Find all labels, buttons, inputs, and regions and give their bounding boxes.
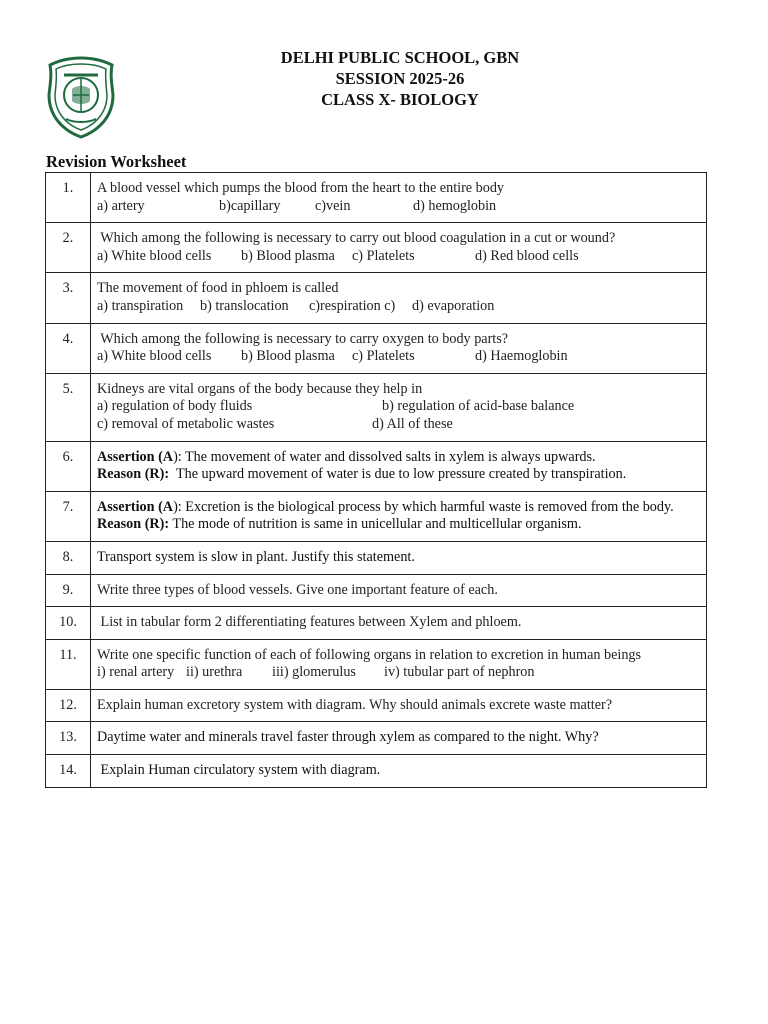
option: c)vein — [315, 197, 351, 214]
question-number: 2. — [46, 223, 91, 273]
option: ii) urethra — [186, 664, 243, 681]
question-cell — [91, 323, 707, 373]
option: iv) tubular part of nephron — [384, 664, 535, 681]
reason-label: Reason (R): — [97, 516, 170, 533]
option: a) artery — [97, 197, 145, 214]
table-row — [46, 441, 707, 491]
reason-label: Reason (R): — [97, 466, 170, 483]
assertion-line — [97, 449, 700, 467]
table-row — [46, 722, 707, 755]
option: b)capillary — [219, 197, 281, 214]
question-text: Transport system is slow in plant. Justify this statement. — [91, 541, 707, 574]
question-number: 8. — [46, 541, 91, 574]
option: d) evaporation — [412, 297, 495, 314]
question-options — [97, 664, 700, 682]
worksheet-title: Revision Worksheet — [46, 152, 187, 171]
option: a) White blood cells — [97, 348, 212, 365]
assertion-label: Assertion (A — [97, 498, 174, 515]
question-number: 14. — [46, 755, 91, 788]
table-row — [46, 173, 707, 223]
option: i) renal artery — [97, 664, 175, 681]
option: c) removal of metabolic wastes — [97, 415, 275, 432]
document-header — [200, 47, 600, 110]
table-row — [46, 323, 707, 373]
question-cell — [91, 441, 707, 491]
question-cell — [91, 173, 707, 223]
question-text: Daytime water and minerals travel faster through xylem as compared to the night. Why? — [91, 722, 707, 755]
assertion-text: ): The movement of water and dissolved salts in xylem is always upwards. — [173, 448, 596, 465]
question-options — [97, 298, 700, 316]
question-cell — [91, 373, 707, 441]
school-crest-logo — [46, 55, 116, 139]
option: b) Blood plasma — [241, 247, 335, 264]
question-number: 4. — [46, 323, 91, 373]
table-row — [46, 755, 707, 788]
option: a) White blood cells — [97, 247, 212, 264]
question-text: Which among the following is necessary to carry out blood coagulation in a cut or wound? — [97, 230, 616, 247]
option: d) Red blood cells — [475, 247, 579, 264]
option: d) hemoglobin — [413, 197, 497, 214]
question-text: Explain Human circulatory system with diagram. — [91, 755, 707, 788]
question-cell — [91, 491, 707, 541]
assertion-label: Assertion (A — [97, 448, 174, 465]
option: b) regulation of acid-base balance — [382, 398, 575, 415]
table-row — [46, 491, 707, 541]
question-text: Kidneys are vital organs of the body because they help in — [97, 380, 423, 397]
question-number: 10. — [46, 607, 91, 640]
option: c) Platelets — [352, 348, 415, 365]
class-subject-label: CLASS X- BIOLOGY — [321, 90, 479, 109]
question-options — [97, 416, 700, 434]
question-number: 13. — [46, 722, 91, 755]
question-cell — [91, 223, 707, 273]
school-name: DELHI PUBLIC SCHOOL, GBN — [280, 48, 520, 67]
table-row — [46, 639, 707, 689]
assertion-line — [97, 499, 700, 517]
option: d) Haemoglobin — [475, 348, 568, 365]
question-cell — [91, 273, 707, 323]
table-row — [46, 607, 707, 640]
table-row — [46, 223, 707, 273]
option: c)respiration c) — [309, 297, 396, 314]
question-cell — [91, 639, 707, 689]
option: d) All of these — [372, 415, 453, 432]
option: a) regulation of body fluids — [97, 398, 253, 415]
question-number: 3. — [46, 273, 91, 323]
question-text: A blood vessel which pumps the blood from the heart to the entire body — [97, 180, 505, 196]
option: b) Blood plasma — [241, 348, 335, 365]
question-number: 7. — [46, 491, 91, 541]
question-options — [97, 398, 700, 416]
question-text: Which among the following is necessary to carry oxygen to body parts? — [97, 330, 509, 347]
reason-line — [97, 466, 700, 484]
table-row — [46, 541, 707, 574]
question-number: 11. — [46, 639, 91, 689]
question-options — [97, 198, 700, 216]
question-text: Write three types of blood vessels. Give one important feature of each. — [91, 574, 707, 607]
reason-text: The mode of nutrition is same in unicellular and multicellular organism. — [169, 516, 582, 533]
questions-table — [45, 172, 707, 788]
assertion-text: ): Excretion is the biological process by which harmful waste is removed from the body. — [173, 498, 674, 515]
question-number: 5. — [46, 373, 91, 441]
question-options — [97, 248, 700, 266]
question-options — [97, 348, 700, 366]
table-row — [46, 574, 707, 607]
question-number: 1. — [46, 173, 91, 223]
reason-text: The upward movement of water is due to low pressure created by transpiration. — [169, 466, 627, 483]
question-text: Write one specific function of each of following organs in relation to excretion in human beings — [97, 646, 642, 663]
question-text: List in tabular form 2 differentiating features between Xylem and phloem. — [91, 607, 707, 640]
option: b) translocation — [200, 297, 289, 314]
question-number: 12. — [46, 689, 91, 722]
session-label: SESSION 2025-26 — [335, 69, 465, 88]
table-row — [46, 273, 707, 323]
question-text: The movement of food in phloem is called — [97, 280, 339, 297]
reason-line — [97, 516, 700, 534]
question-number: 9. — [46, 574, 91, 607]
question-number: 6. — [46, 441, 91, 491]
option: iii) glomerulus — [272, 664, 356, 681]
option: a) transpiration — [97, 297, 184, 314]
question-text: Explain human excretory system with diagram. Why should animals excrete waste matter? — [91, 689, 707, 722]
option: c) Platelets — [352, 247, 415, 264]
table-row — [46, 689, 707, 722]
table-row — [46, 373, 707, 441]
